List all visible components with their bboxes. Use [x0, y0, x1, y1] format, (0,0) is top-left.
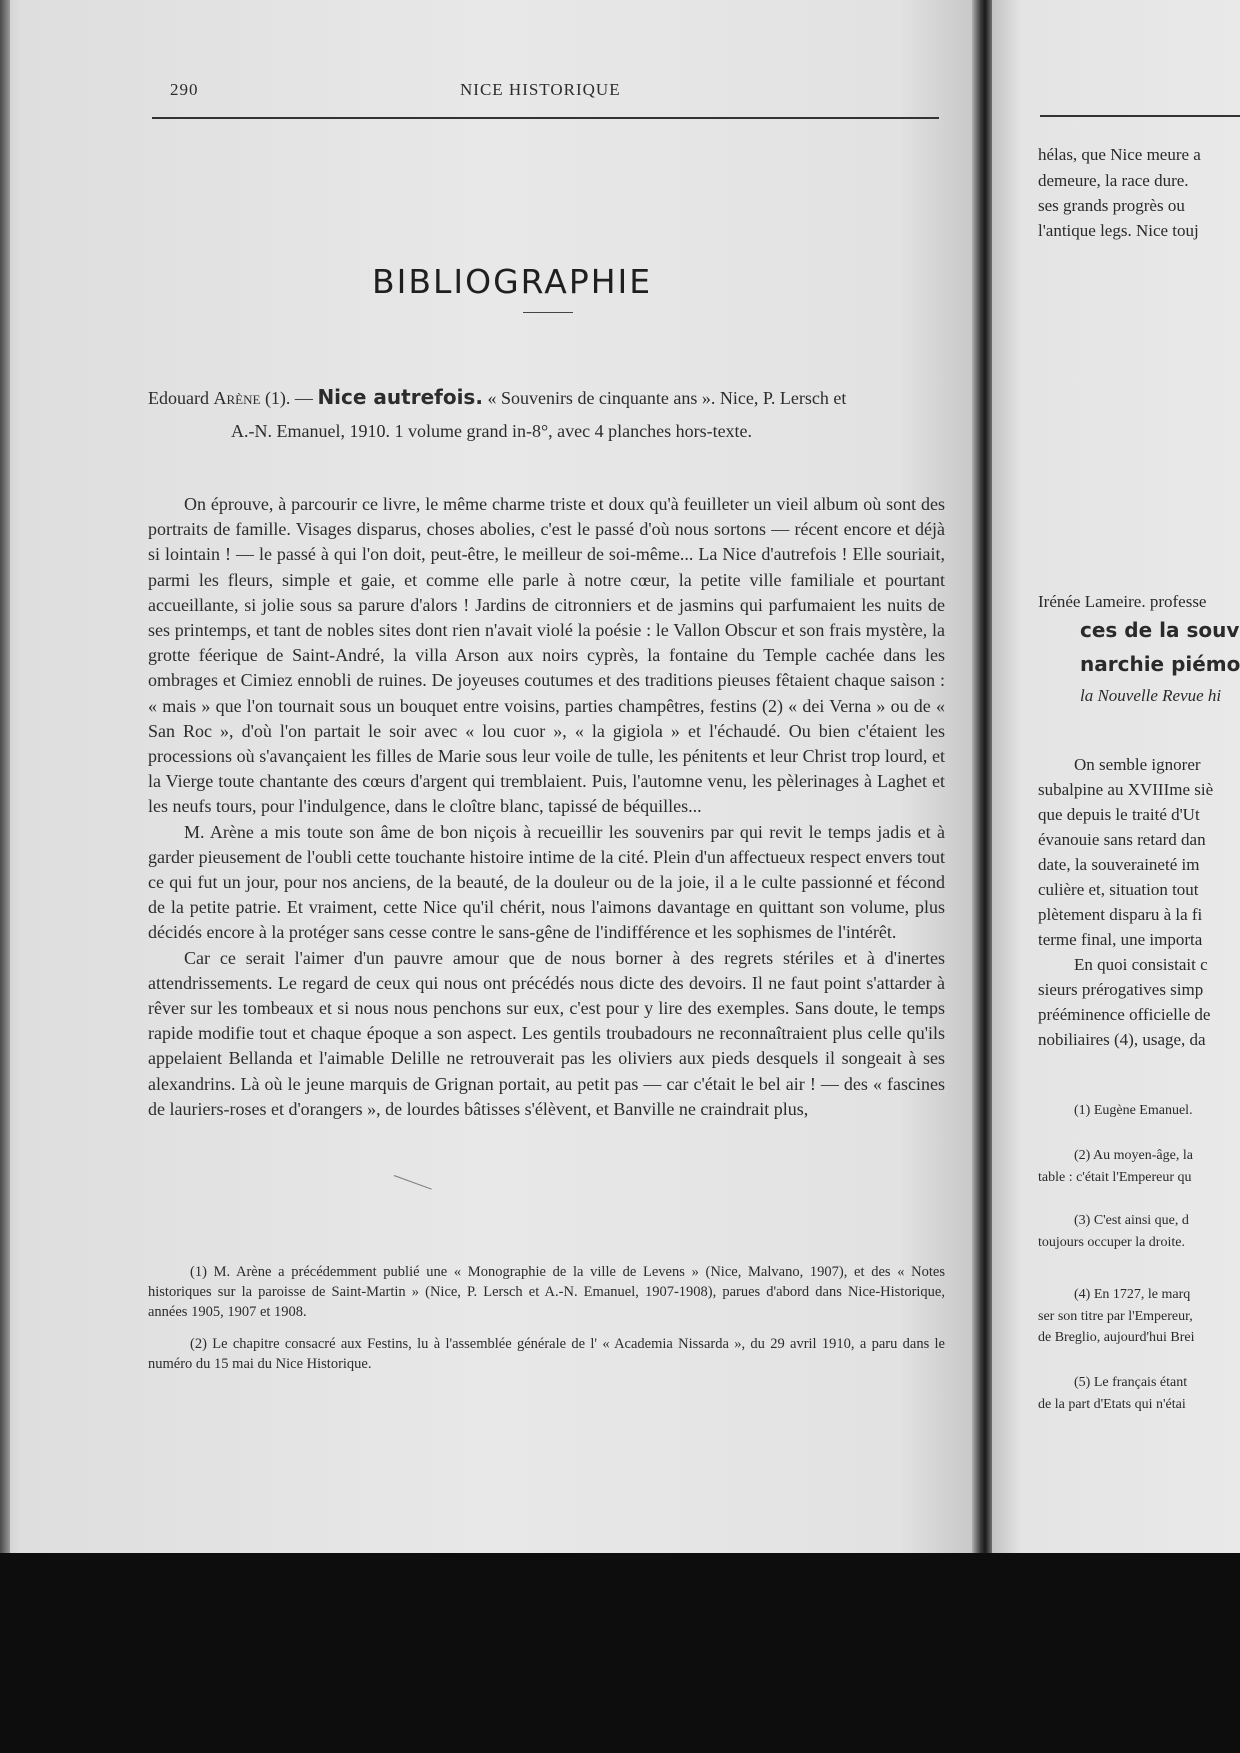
citation-author-last: Arène — [213, 388, 261, 408]
facing-footnote: (1) Eugène Emanuel. — [1074, 1103, 1193, 1118]
facing-citation-author: Irénée Lameire. professe — [1038, 592, 1207, 611]
citation-line-1 — [148, 380, 846, 416]
facing-footnote: table : c'était l'Empereur qu — [1038, 1170, 1192, 1185]
facing-footnote: (3) C'est ainsi que, d — [1074, 1213, 1189, 1228]
citation-author-first: Edouard — [148, 388, 214, 408]
citation-rest: « Souvenirs de cinquante ans ». Nice, P. Lersch et — [482, 388, 847, 408]
facing-line: terme final, une importa — [1038, 930, 1203, 949]
facing-footnote: (2) Au moyen-âge, la — [1074, 1148, 1193, 1163]
facing-line: culière et, situation tout — [1038, 880, 1199, 899]
page-edge-shadow — [0, 0, 10, 1553]
paragraph: M. Arène a mis toute son âme de bon niçois à recueillir les souvenirs par qui revit le temps jadis et à garder pieusement de l'oubli cette touchante histoire intime de la cité. Plein d'un affectueux respect envers tout ce qui fut un jour, pour nos anciens, de la beauté, de la douleur ou de la joie, il a le culte passionné et fécond de la petite patrie. Et vraiment, cette Nice qu'il chérit, nous l'aimons davantage en quittant son volume, plus décidés encore à la protéger sans cesse contre le sans-gêne de l'indifférence et les sophismes de l'intérêt. — [148, 821, 945, 943]
facing-footnote: de la part d'Etats qui n'étai — [1038, 1397, 1186, 1412]
footnote: (1) M. Arène a précédemment publié une « Monographie de la ville de Levens » (Nice, Malvano, 1907), et des « Notes historiques sur la paroisse de Saint-Martin » (Nice, P. Lersch et A.-N. Emanuel, 1907-1908), parues d'abord dans Nice-Historique, années 1905, 1907 et 1908. — [148, 1264, 945, 1320]
facing-line: plètement disparu à la fi — [1038, 905, 1203, 924]
facing-citation-title: narchie piémo — [1080, 652, 1240, 676]
facing-footnote: (4) En 1727, le marq — [1074, 1287, 1191, 1302]
facing-line: prééminence officielle de — [1038, 1005, 1211, 1024]
review-body — [148, 492, 945, 1122]
facing-citation-source: la Nouvelle Revue hi — [1080, 686, 1222, 705]
facing-footnote: toujours occuper la droite. — [1038, 1235, 1185, 1250]
paragraph: Car ce serait l'aimer d'un pauvre amour que de nous borner à des regrets stériles et à d'inertes attendrissements. Le regard de ceux qui nous ont précédés nous dicte des devoirs. Il ne faut point s'attarder à rêver sur les tombeaux et si nous nous penchons sur eux, c'est pour y lire des exemples. Sans doute, le temps rapide modifie tout et chaque époque a son aspect. Les gentils troubadours ne reconnaîtraient plus celle qu'ils appelaient Bellanda et l'aimable Delille ne retrouverait pas les oliviers aux pieds desquels il songeait à ses alexandrins. Là où le jeune marquis de Grignan portait, au petit pas — car c'était le bel air ! — des « fascines de lauriers-roses et d'orangers », de lourdes bâtisses s'élèvent, et Banville ne craindrait plus, — [148, 947, 945, 1119]
scan-background — [0, 1553, 1240, 1753]
facing-line: nobiliaires (4), usage, da — [1038, 1030, 1206, 1049]
facing-line: demeure, la race dure. — [1038, 171, 1189, 190]
facing-line: hélas, que Nice meure a — [1038, 145, 1201, 164]
facing-footnote: ser son titre par l'Empereur, — [1038, 1309, 1193, 1324]
citation-line-2: A.-N. Emanuel, 1910. 1 volume grand in-8°, avec 4 planches hors-texte. — [231, 421, 753, 441]
citation-title: Nice autrefois. — [317, 385, 483, 409]
facing-line: évanouie sans retard dan — [1038, 830, 1206, 849]
facing-line: l'antique legs. Nice touj — [1038, 221, 1199, 240]
paragraph: On éprouve, à parcourir ce livre, le même charme triste et doux qu'à feuilleter un vieil album où sont des portraits de famille. Visages disparus, choses abolies, c'est le passé d'où nous sortons — récent encore et déjà si lointain ! — le passé à qui l'on doit, peut-être, le meilleur de soi-même... La Nice d'autrefois ! Elle souriait, parmi les fleurs, simple et gaie, et comme elle parle à notre cœur, la petite ville familiale et pourtant accueillante, si jolie sous sa parure d'alors ! Jardins de citronniers et de jasmins qui parfumaient les nuits de ses printemps, et tant de nobles sites dont rien n'avait violé la poésie : le Vallon Obscur et son frais mystère, la grotte féerique de Saint-André, la villa Arson aux noirs cyprès, la fontaine du Temple cachée dans les ombrages et Cimiez ennobli de ruines. De joyeuses coutumes et des traditions pieuses fêtaient chaque saison : « mais » que l'on tournait sous un bouquet entre voisins, parties champêtres, festins (2) « dei Verna » ou de « San Roc », d'où l'on partait le soir avec « lou cuor », « la gigiola » et l'échaudé. Ou bien c'étaient les processions où s'avançaient les filles de Marie sous leur voile de tulle, les pénitents et leur Christ trop lourd, et la Vierge toute chantante des cœurs d'argent qui tremblaient. Puis, l'automne venu, les pèlerinages à Laghet et les neufs tours, pour l'indulgence, dans le cloître blanc, tapissé de béquilles... — [148, 494, 945, 817]
facing-footnote: (5) Le français étant — [1074, 1375, 1188, 1390]
facing-citation-title: ces de la souv — [1080, 618, 1240, 642]
section-title: BIBLIOGRAPHIE — [372, 262, 653, 301]
footnotes — [148, 1262, 945, 1386]
section-divider — [523, 312, 573, 313]
facing-line: subalpine au XVIIIme siè — [1038, 780, 1214, 799]
footnote: (2) Le chapitre consacré aux Festins, lu à l'assemblée générale de l' « Academia Nissarda », du 29 avril 1910, a paru dans le numéro du 15 mai du Nice Historique. — [148, 1336, 945, 1372]
header-rule — [152, 117, 939, 119]
page-header — [150, 78, 940, 108]
facing-footnote: de Breglio, aujourd'hui Brei — [1038, 1330, 1195, 1345]
book-gutter — [972, 0, 994, 1553]
facing-line: On semble ignorer — [1074, 755, 1201, 774]
running-title: NICE HISTORIQUE — [460, 80, 621, 99]
facing-line: date, la souveraineté im — [1038, 855, 1200, 874]
page-number: 290 — [170, 80, 199, 99]
facing-line: que depuis le traité d'Ut — [1038, 805, 1200, 824]
citation-note-ref: (1). — — [260, 388, 318, 408]
facing-line: En quoi consistait c — [1074, 955, 1208, 974]
facing-line: ses grands progrès ou — [1038, 196, 1185, 215]
facing-line: sieurs prérogatives simp — [1038, 980, 1204, 999]
facing-header-rule — [1040, 115, 1240, 117]
